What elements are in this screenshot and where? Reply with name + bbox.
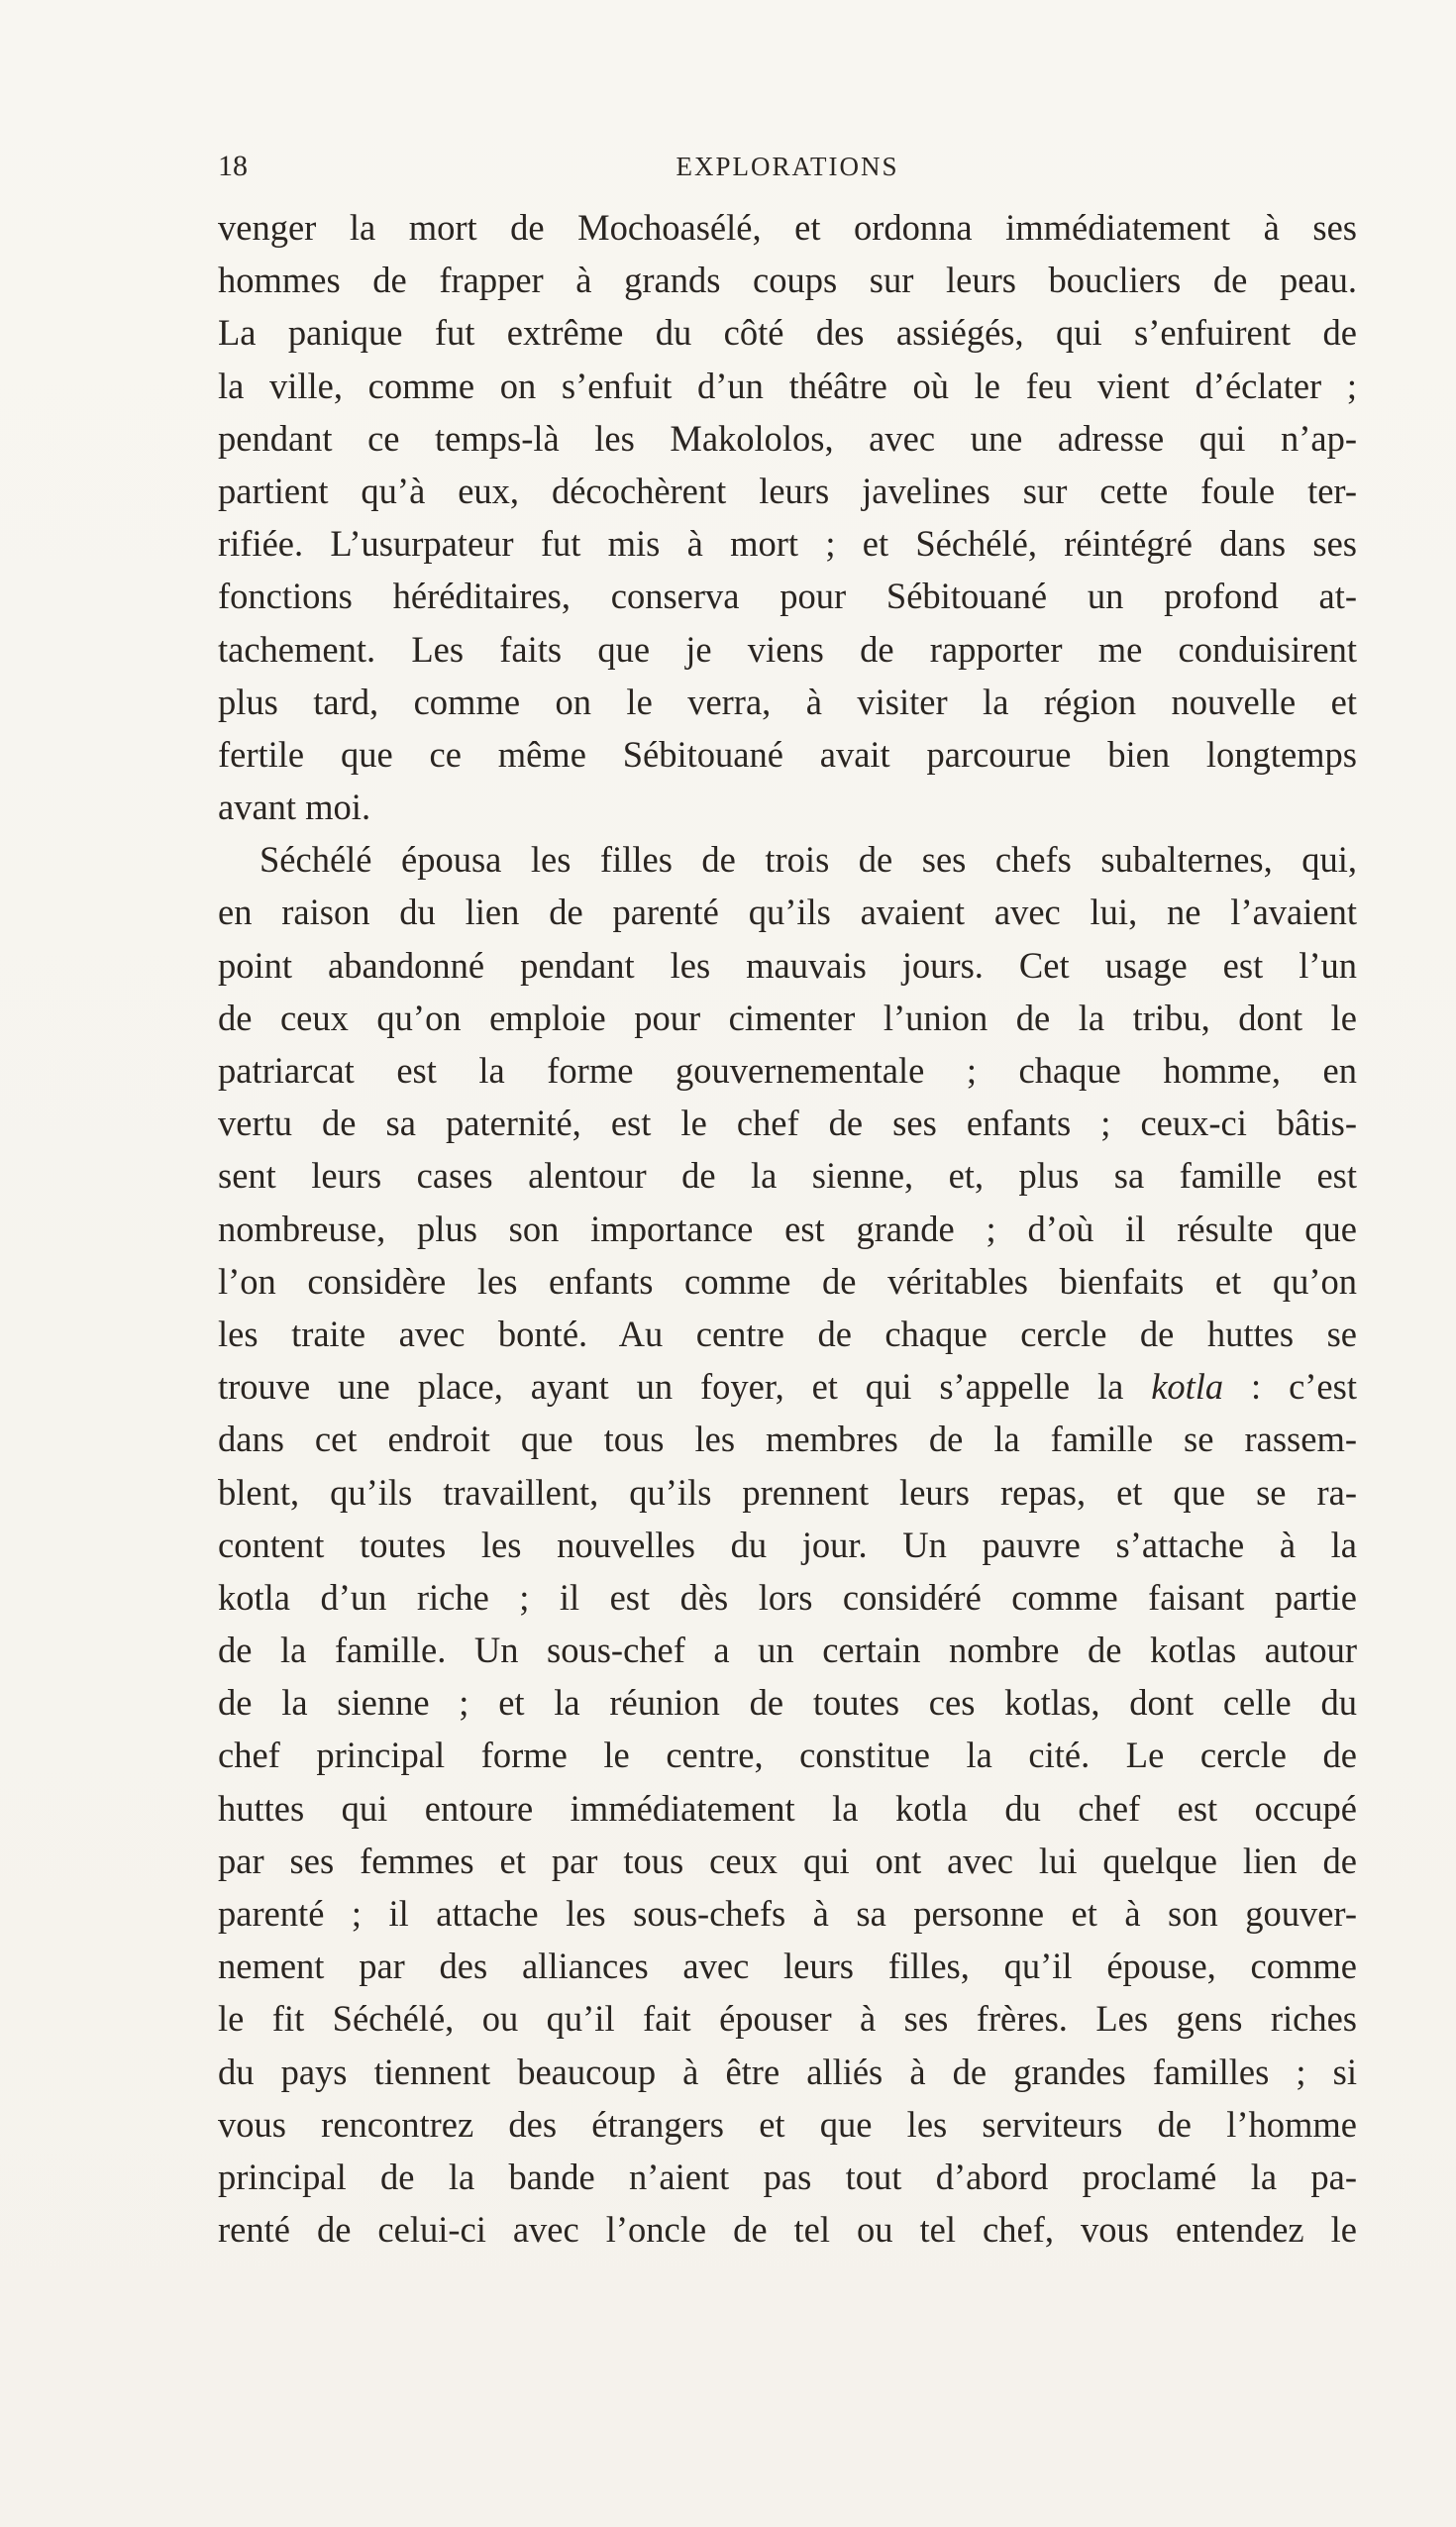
text-line: partient qu’à eux, décochèrent leurs javelines sur cette foule ter- (218, 470, 1357, 511)
text-line: de la famille. Un sous-chef a un certain nombre de kotlas autour (218, 1630, 1357, 1671)
text-line: du pays tiennent beaucoup à être alliés à de grandes familles ; si (218, 2051, 1357, 2092)
text-line: blent, qu’ils travaillent, qu’ils prennent leurs repas, et que se ra- (218, 1471, 1357, 1513)
text-line: content toutes les nouvelles du jour. Un pauvre s’attache à la (218, 1524, 1357, 1565)
text-line: kotla d’un riche ; il est dès lors considéré comme faisant partie (218, 1576, 1357, 1618)
text-line: principal de la bande n’aient pas tout d’abord proclamé la pa- (218, 2156, 1357, 2197)
text-line: vous rencontrez des étrangers et que les serviteurs de l’homme (218, 2103, 1357, 2145)
italic-term-kotla: kotla (1151, 1366, 1224, 1408)
page-number: 18 (218, 150, 248, 182)
text-line: de la sienne ; et la réunion de toutes ces kotlas, dont celle du (218, 1682, 1357, 1724)
paragraph-end-line: avant moi. (218, 787, 371, 828)
text-line: parenté ; il attache les sous-chefs à sa personne et à son gouver- (218, 1893, 1357, 1934)
text-line: tachement. Les faits que je viens de rapporter me conduisirent (218, 628, 1357, 670)
running-head: EXPLORATIONS (676, 152, 899, 181)
text-line: de ceux qu’on emploie pour cimenter l’union de la tribu, dont le (218, 997, 1357, 1038)
text-line: l’on considère les enfants comme de véritables bienfaits et qu’on (218, 1260, 1357, 1302)
text-line: dans cet endroit que tous les membres de la famille se rassem- (218, 1419, 1357, 1460)
text-line-with-italic (218, 1360, 1357, 1413)
text-line: renté de celui-ci avec l’oncle de tel ou tel chef, vous entendez le (218, 2209, 1357, 2251)
paragraph-start-line: Séchélé épousa les filles de trois de ses chefs subalternes, qui, (260, 839, 1357, 881)
line-text-after: : c’est (1223, 1366, 1357, 1408)
body-text (218, 201, 1357, 2256)
text-line: La panique fut extrême du côté des assiégés, qui s’enfuirent de (218, 312, 1357, 354)
text-line: chef principal forme le centre, constitue la cité. Le cercle de (218, 1735, 1357, 1776)
text-line: venger la mort de Mochoasélé, et ordonna immédiatement à ses (218, 207, 1357, 248)
text-line: patriarcat est la forme gouvernementale ; chaque homme, en (218, 1050, 1357, 1091)
text-line: nombreuse, plus son importance est grande ; d’où il résulte que (218, 1208, 1357, 1249)
text-line: sent leurs cases alentour de la sienne, et, plus sa famille est (218, 1155, 1357, 1197)
text-line: en raison du lien de parenté qu’ils avaient avec lui, ne l’avaient (218, 892, 1357, 933)
text-line: vertu de sa paternité, est le chef de ses enfants ; ceux-ci bâtis- (218, 1103, 1357, 1144)
text-line: les traite avec bonté. Au centre de chaque cercle de huttes se (218, 1313, 1357, 1354)
text-line: fonctions héréditaires, conserva pour Sébitouané un profond at- (218, 576, 1357, 617)
text-line: par ses femmes et par tous ceux qui ont avec lui quelque lien de (218, 1840, 1357, 1881)
text-line: la ville, comme on s’enfuit d’un théâtre où le feu vient d’éclater ; (218, 365, 1357, 406)
text-line: fertile que ce même Sébitouané avait parcourue bien longtemps (218, 733, 1357, 775)
page-header (218, 147, 1357, 186)
text-line: plus tard, comme on le verra, à visiter la région nouvelle et (218, 681, 1357, 722)
text-line: huttes qui entoure immédiatement la kotla du chef est occupé (218, 1787, 1357, 1829)
text-line: rifiée. L’usurpateur fut mis à mort ; et Séchélé, réintégré dans ses (218, 523, 1357, 565)
text-line: le fit Séchélé, ou qu’il fait épouser à ses frères. Les gens riches (218, 1998, 1357, 2040)
text-line: pendant ce temps-là les Makololos, avec une adresse qui n’ap- (218, 417, 1357, 459)
text-line: hommes de frapper à grands coups sur leurs boucliers de peau. (218, 260, 1357, 301)
text-line: point abandonné pendant les mauvais jours. Cet usage est l’un (218, 944, 1357, 986)
line-text-before: trouve une place, ayant un foyer, et qui s’appelle la (218, 1366, 1152, 1408)
text-line: nement par des alliances avec leurs filles, qu’il épouse, comme (218, 1946, 1357, 1987)
